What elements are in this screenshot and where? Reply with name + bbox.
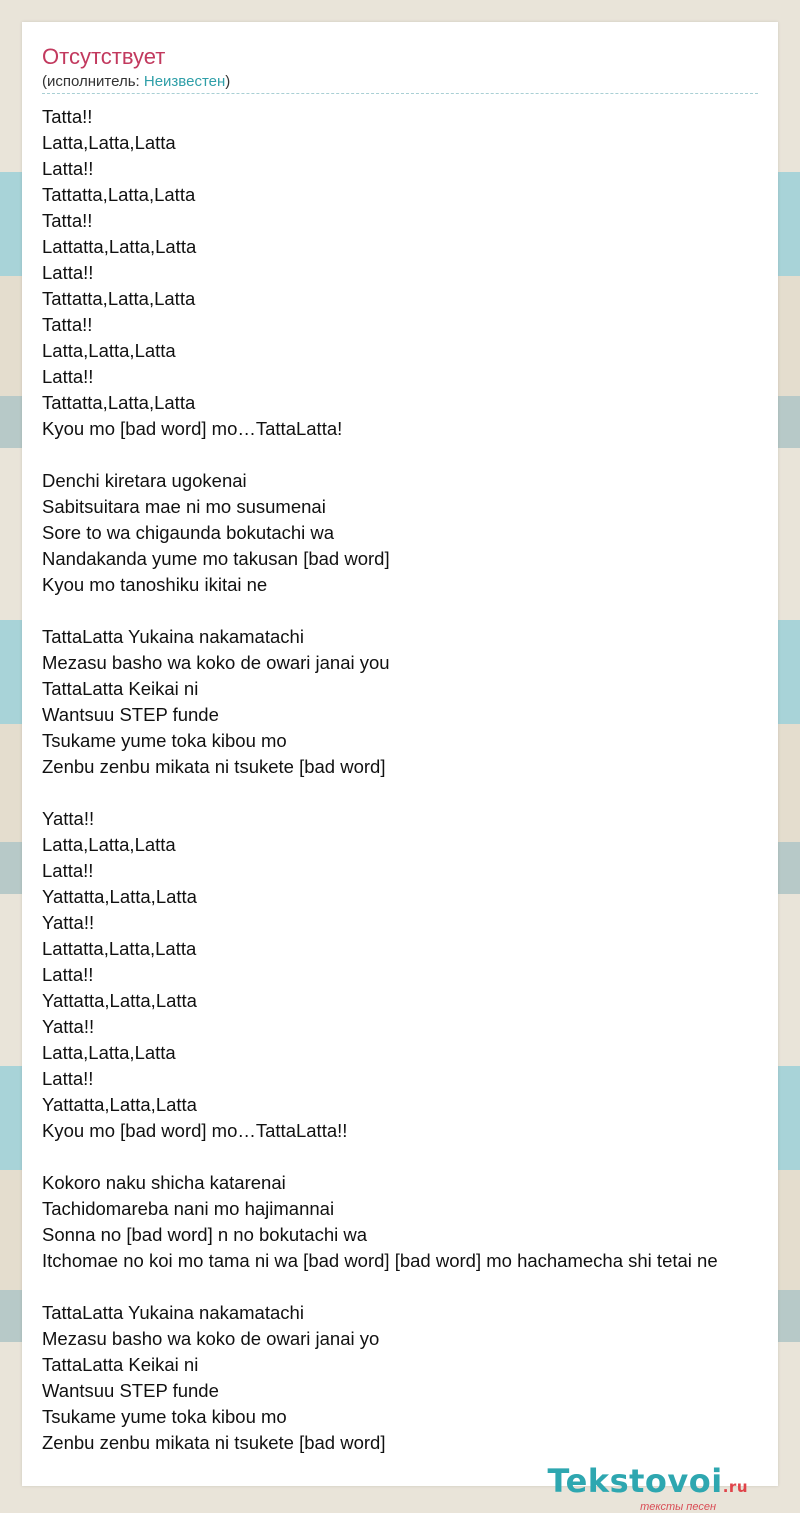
lyric-line: Sabitsuitara mae ni mo susumenai	[42, 496, 326, 517]
lyric-line: Kokoro naku shicha katarenai	[42, 1172, 286, 1193]
lyric-line: Latta!!	[42, 1068, 94, 1089]
lyric-line: Tatta!!	[42, 210, 93, 231]
artist-prefix: (исполнитель:	[42, 73, 144, 90]
lyric-line: Tsukame yume toka kibou mo	[42, 1406, 287, 1427]
lyric-line: Tachidomareba nani mo hajimannai	[42, 1198, 335, 1219]
lyric-line: Lattatta,Latta,Latta	[42, 236, 197, 257]
lyric-line: Yattatta,Latta,Latta	[42, 886, 197, 907]
lyric-line: Itchomae no koi mo tama ni wa [bad word] [bad word] mo hachamecha shi tetai ne	[42, 1250, 718, 1271]
lyric-line: Yattatta,Latta,Latta	[42, 1094, 197, 1115]
lyric-line: Kyou mo tanoshiku ikitai ne	[42, 574, 268, 595]
lyric-line: Latta,Latta,Latta	[42, 340, 176, 361]
lyric-blank-line	[42, 1276, 718, 1302]
artist-line	[42, 73, 230, 90]
lyric-line: Mezasu basho wa koko de owari janai yo	[42, 1328, 380, 1349]
lyric-line: Latta,Latta,Latta	[42, 834, 176, 855]
lyric-line: Sonna no [bad word] n no bokutachi wa	[42, 1224, 368, 1245]
lyric-line: Lattatta,Latta,Latta	[42, 938, 197, 959]
lyric-line: Latta!!	[42, 964, 94, 985]
lyric-blank-line	[42, 782, 718, 808]
lyric-blank-line	[42, 444, 718, 470]
lyric-blank-line	[42, 600, 718, 626]
lyric-line: Tattatta,Latta,Latta	[42, 288, 196, 309]
lyric-line: Yattatta,Latta,Latta	[42, 990, 197, 1011]
lyric-line: Zenbu zenbu mikata ni tsukete [bad word]	[42, 1432, 386, 1453]
site-logo[interactable]	[547, 1462, 748, 1513]
lyric-line: Latta,Latta,Latta	[42, 132, 176, 153]
lyric-line: Kyou mo [bad word] mo…TattaLatta!	[42, 418, 343, 439]
logo-tagline: тексты песен	[640, 1501, 716, 1513]
lyric-line: Kyou mo [bad word] mo…TattaLatta!!	[42, 1120, 348, 1141]
lyric-line: Tatta!!	[42, 314, 93, 335]
lyric-line: Tattatta,Latta,Latta	[42, 392, 196, 413]
lyric-line: Tattatta,Latta,Latta	[42, 184, 196, 205]
song-title: Отсутствует	[42, 44, 166, 69]
lyric-line: Zenbu zenbu mikata ni tsukete [bad word]	[42, 756, 386, 777]
lyric-line: Wantsuu STEP funde	[42, 1380, 219, 1401]
lyric-line: Yatta!!	[42, 1016, 95, 1037]
lyric-line: Latta!!	[42, 860, 94, 881]
lyric-line: TattaLatta Yukaina nakamatachi	[42, 1302, 304, 1323]
lyric-line: Wantsuu STEP funde	[42, 704, 219, 725]
lyric-line: Yatta!!	[42, 912, 95, 933]
lyrics-text	[42, 106, 718, 1458]
artist-suffix: )	[225, 73, 231, 90]
lyric-line: Yatta!!	[42, 808, 95, 829]
lyric-line: Tsukame yume toka kibou mo	[42, 730, 287, 751]
lyric-line: Latta!!	[42, 366, 94, 387]
header-divider	[42, 93, 758, 94]
logo-name: Tekstovoi	[547, 1462, 723, 1500]
lyric-line: Nandakanda yume mo takusan [bad word]	[42, 548, 390, 569]
lyric-line: Mezasu basho wa koko de owari janai you	[42, 652, 390, 673]
lyric-line: Sore to wa chigaunda bokutachi wa	[42, 522, 335, 543]
lyric-line: TattaLatta Yukaina nakamatachi	[42, 626, 304, 647]
lyric-line: Latta!!	[42, 262, 94, 283]
logo-tld: .ru	[722, 1478, 748, 1496]
lyric-line: Latta,Latta,Latta	[42, 1042, 176, 1063]
lyrics-card	[22, 22, 778, 1513]
lyric-line: Latta!!	[42, 158, 94, 179]
lyric-line: Denchi kiretara ugokenai	[42, 470, 247, 491]
lyric-line: Tatta!!	[42, 106, 93, 127]
lyric-line: TattaLatta Keikai ni	[42, 1354, 199, 1375]
lyric-line: TattaLatta Keikai ni	[42, 678, 199, 699]
lyric-blank-line	[42, 1146, 718, 1172]
artist-link[interactable]: Неизвестен	[143, 73, 226, 90]
